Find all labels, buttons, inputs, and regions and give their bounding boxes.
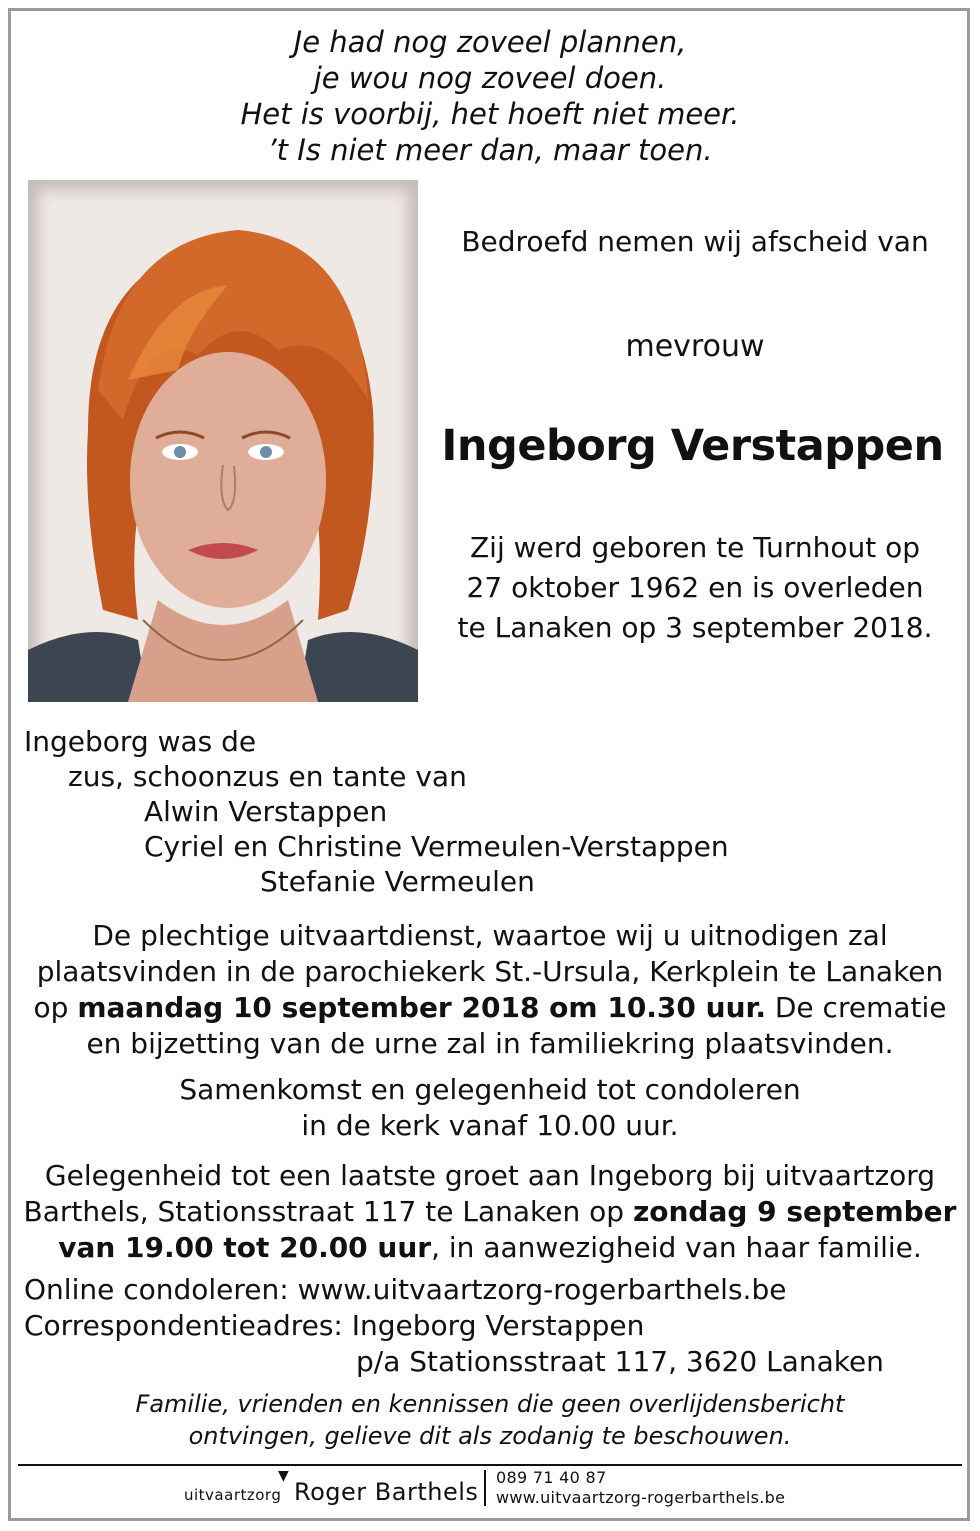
note-line: ontvingen, gelieve dit als zodanig te beschouwen. <box>188 1422 792 1450</box>
deceased-name: Ingeborg Verstappen <box>441 421 944 471</box>
service-text: op <box>33 991 78 1024</box>
contact-info <box>24 1272 884 1380</box>
gathering-info <box>20 1072 960 1144</box>
relation-name: Cyriel en Christine Vermeulen-Verstappen <box>144 830 729 863</box>
poem-line: Je had nog zoveel plannen, <box>293 25 687 59</box>
poem-line: je wou nog zoveel doen. <box>313 61 667 95</box>
note-line: Familie, vrienden en kennissen die geen overlijdensbericht <box>135 1390 845 1418</box>
birth-death-info <box>440 528 950 648</box>
relation-line: Ingeborg was de <box>24 725 257 758</box>
poem-line: ’t Is niet meer dan, maar toen. <box>267 133 713 167</box>
footer-separator <box>484 1470 486 1506</box>
relation-line: zus, schoonzus en tante van <box>68 760 467 793</box>
funeral-home-footer <box>0 1468 980 1518</box>
service-text: De crematie <box>765 991 947 1024</box>
service-line: plaatsvinden in de parochiekerk St.-Ursula, Kerkplein te Lanaken <box>36 955 944 988</box>
intro-text: Bedroefd nemen wij afscheid van <box>461 225 929 258</box>
footer-prefix: uitvaartzorg <box>184 1486 282 1504</box>
service-date: maandag 10 september 2018 om 10.30 uur. <box>77 991 766 1024</box>
relation-name: Stefanie Vermeulen <box>260 865 535 898</box>
service-line <box>20 990 960 1026</box>
service-line: en bijzetting van de urne zal in familiekring plaatsvinden. <box>86 1027 894 1060</box>
relation-name: Alwin Verstappen <box>144 795 388 828</box>
portrait-photo <box>28 180 418 702</box>
poem-line: Het is voorbij, het hoeft niet meer. <box>240 97 740 131</box>
farewell-text: , in aanwezigheid van haar familie. <box>431 1231 922 1264</box>
farewell-time: van 19.00 tot 20.00 uur <box>58 1231 432 1264</box>
notice-note <box>40 1388 940 1452</box>
triangle-down-icon: ▼ <box>278 1468 289 1484</box>
farewell-text: Barthels, Stationsstraat 117 te Lanaken op <box>23 1195 633 1228</box>
family-relations <box>24 724 729 899</box>
gathering-line: Samenkomst en gelegenheid tot condoleren <box>179 1073 801 1106</box>
online-condolence: Online condoleren: www.uitvaartzorg-rogerbarthels.be <box>24 1273 787 1306</box>
honorific: mevrouw <box>625 329 765 364</box>
poem <box>150 24 830 168</box>
footer-company: Roger Barthels <box>294 1478 479 1506</box>
farewell-info <box>20 1158 960 1266</box>
footer-contact <box>496 1468 785 1508</box>
footer-divider <box>18 1464 962 1466</box>
correspondence-address: Correspondentieadres: Ingeborg Verstappen <box>24 1309 645 1342</box>
gathering-line: in de kerk vanaf 10.00 uur. <box>301 1109 679 1142</box>
farewell-date: zondag 9 september <box>632 1195 957 1228</box>
service-line: De plechtige uitvaartdienst, waartoe wij u uitnodigen zal <box>92 919 888 952</box>
correspondence-street: p/a Stationsstraat 117, 3620 Lanaken <box>356 1345 884 1378</box>
farewell-line <box>20 1230 960 1266</box>
footer-phone: 089 71 40 87 <box>496 1468 607 1487</box>
farewell-line: Gelegenheid tot een laatste groet aan Ingeborg bij uitvaartzorg <box>44 1159 936 1192</box>
farewell-line <box>20 1194 960 1230</box>
birth-line: 27 oktober 1962 en is overleden <box>466 571 924 604</box>
service-info <box>20 918 960 1062</box>
portrait-illustration <box>28 180 418 702</box>
footer-website: www.uitvaartzorg-rogerbarthels.be <box>496 1488 786 1507</box>
birth-line: te Lanaken op 3 september 2018. <box>457 611 933 644</box>
birth-line: Zij werd geboren te Turnhout op <box>469 531 920 564</box>
